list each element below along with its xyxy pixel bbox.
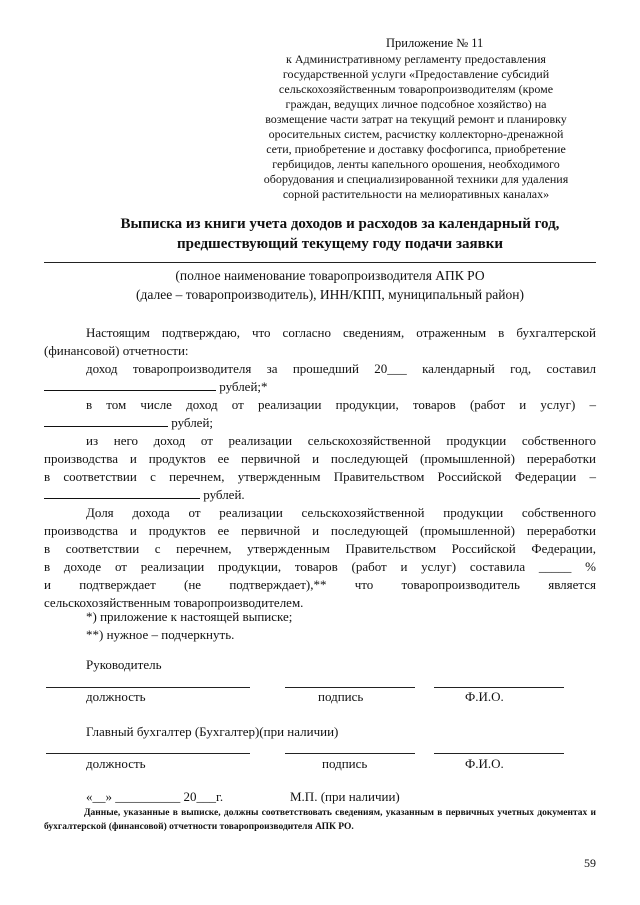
body-line: и подтверждает (не подтверждает),** что товаропроизводитель является: [44, 577, 596, 592]
income-sales-blank[interactable]: [44, 414, 168, 427]
body-line: сельскохозяйственным товаропроизводителем.: [44, 595, 304, 610]
data-compliance-note: Данные, указанные в выписке, должны соответствовать сведениям, указанным в первичных учетных документах и бухгалтерской (финансовой) отчетности товаропроизводителя АПК РО.: [44, 808, 596, 832]
appendix-line: возмещение части затрат на текущий ремонт и планировку: [265, 112, 567, 126]
body-line: производства и продуктов ее первичной и последующей (промышленной) переработки: [44, 451, 596, 466]
head-position-line[interactable]: [46, 687, 250, 688]
appendix-line: гербицидов, ленты капельного орошения, необходимого: [272, 157, 560, 171]
document-title-line: Выписка из книги учета доходов и расходов за календарный год,: [120, 216, 560, 232]
body-line: в доходе от реализации продукции, товаров (работ и услуг) составила _____ %: [44, 559, 596, 574]
appendix-line: к Административному регламенту предоставления: [286, 52, 546, 66]
head-fio-label: Ф.И.О.: [465, 689, 504, 704]
body-text-fragment: рублей;: [171, 415, 214, 430]
body-line: доход товаропроизводителя за прошедший 20___ календарный год, составил: [86, 361, 596, 376]
document-title-line: предшествующий текущему году подачи заявки: [177, 236, 503, 252]
body-line-with-blank: [44, 414, 596, 432]
appendix-line: оросительных систем, расчистку коллекторно-дренажной: [268, 127, 564, 141]
body-line: в соответствии с перечнем, утвержденным Правительством Российской Федерации –: [44, 469, 596, 484]
body-line: Настоящим подтверждаю, что согласно сведениям, отраженным в бухгалтерской: [86, 325, 596, 340]
document-title: [60, 214, 620, 254]
body-text: [44, 324, 596, 612]
appendix-line: сельскохозяйственным товаропроизводителям (кроме: [278, 82, 554, 96]
chief-fio-line[interactable]: [434, 753, 564, 754]
chief-signature-label: подпись: [322, 756, 368, 771]
chief-signature-line[interactable]: [285, 753, 415, 754]
producer-name-caption: [60, 266, 600, 304]
chief-fio-label: Ф.И.О.: [465, 756, 504, 771]
footnotes: [86, 608, 292, 644]
head-fio-line[interactable]: [434, 687, 564, 688]
chief-position-line[interactable]: [46, 753, 250, 754]
appendix-line: сорной растительности на мелиоративных каналах»: [282, 187, 550, 201]
head-signature-label: подпись: [318, 689, 364, 704]
appendix-title: Приложение № 11: [386, 36, 484, 50]
body-line-with-blank: [44, 486, 596, 504]
appendix-line: граждан, ведущих личное подсобное хозяйство) на: [285, 97, 547, 111]
body-line: в том числе доход от реализации продукции, товаров (работ и услуг) –: [86, 397, 596, 412]
body-line: Доля дохода от реализации сельскохозяйственной продукции собственного: [86, 505, 596, 520]
head-signature-line[interactable]: [285, 687, 415, 688]
producer-name-field-line[interactable]: [44, 262, 596, 263]
date-field[interactable]: «__» __________ 20___г.: [86, 789, 224, 804]
page-number: 59: [584, 856, 596, 870]
chief-accountant-label: Главный бухгалтер (Бухгалтер)(при наличии): [86, 724, 339, 739]
head-position-label: должность: [86, 689, 146, 704]
body-text-fragment: рублей.: [203, 487, 245, 502]
stamp-label: М.П. (при наличии): [290, 789, 400, 804]
appendix-description: [232, 52, 600, 202]
footnote-item: **) нужное – подчеркнуть.: [86, 627, 235, 642]
income-agri-blank[interactable]: [44, 486, 200, 499]
body-line: в соответствии с перечнем, утвержденным Правительством Российской Федерации,: [44, 541, 596, 556]
body-text-fragment: рублей;*: [219, 379, 268, 394]
appendix-line: государственной услуги «Предоставление субсидий: [282, 67, 550, 81]
appendix-line: сети, приобретение и доставку фосфогипса, приобретение: [266, 142, 566, 156]
footnote-item: *) приложение к настоящей выписке;: [86, 609, 293, 624]
caption-line: (далее – товаропроизводитель), ИНН/КПП, муниципальный район): [136, 287, 524, 302]
head-label: Руководитель: [86, 657, 162, 672]
body-line: (финансовой) отчетности:: [44, 343, 189, 358]
appendix-line: оборудования и специализированной техники для удаления: [263, 172, 569, 186]
caption-line: (полное наименование товаропроизводителя АПК РО: [175, 268, 485, 283]
body-line: из него доход от реализации сельскохозяйственной продукции собственного: [86, 433, 596, 448]
body-line: производства и продуктов ее первичной и последующей (промышленной) переработки: [44, 523, 596, 538]
body-line-with-blank: [44, 378, 596, 396]
chief-position-label: должность: [86, 756, 146, 771]
income-total-blank[interactable]: [44, 378, 216, 391]
